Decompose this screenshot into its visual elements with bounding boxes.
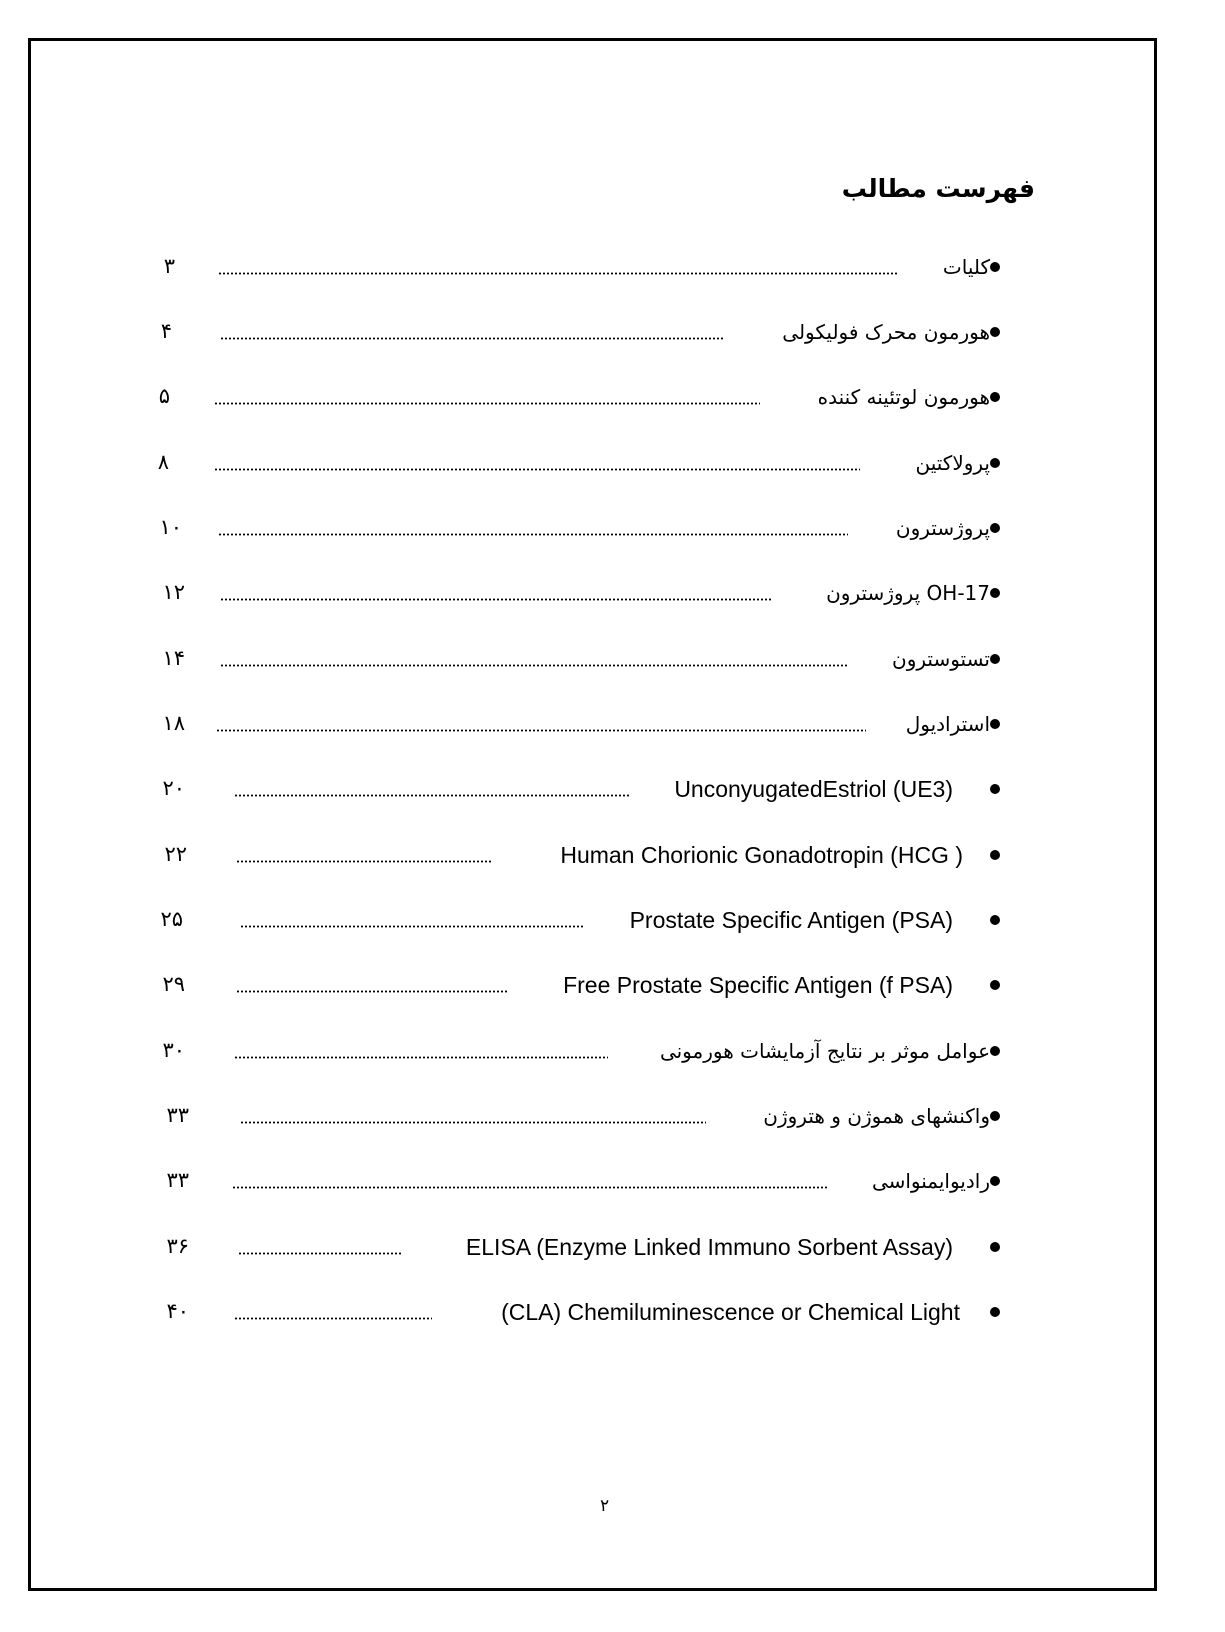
- bullet-icon: [990, 850, 1000, 860]
- toc-entry-page: ۴: [160, 319, 172, 343]
- toc-entry[interactable]: [0, 248, 1225, 288]
- toc-entry-page: ۵: [158, 384, 170, 408]
- toc-entry-label: پرولاکتین: [915, 451, 990, 475]
- toc-entry[interactable]: [0, 313, 1225, 353]
- dot-leader: [220, 664, 848, 667]
- dot-leader: [218, 272, 898, 275]
- toc-entry-page: ۲۰: [162, 776, 185, 800]
- bullet-icon: [990, 654, 1000, 664]
- toc-entry-label: 17-OH پروژسترون: [826, 581, 990, 605]
- dot-leader: [234, 1317, 432, 1320]
- toc-entry-page: ۱۲: [162, 580, 185, 604]
- toc-entry[interactable]: [0, 378, 1225, 418]
- dot-leader: [236, 860, 492, 863]
- bullet-icon: [990, 1307, 1000, 1317]
- toc-entry[interactable]: [0, 836, 1225, 876]
- dot-leader: [214, 468, 860, 471]
- toc-entry[interactable]: [0, 705, 1225, 745]
- toc-entry[interactable]: [0, 1032, 1225, 1072]
- dot-leader: [214, 402, 760, 405]
- page-number: ۲: [600, 1496, 610, 1516]
- dot-leader: [240, 1121, 706, 1124]
- dot-leader: [234, 794, 630, 797]
- bullet-icon: [990, 915, 1000, 925]
- toc-entry-label: (CLA) Chemiluminescence or Chemical Light: [501, 1299, 960, 1325]
- toc-entry[interactable]: [0, 444, 1225, 484]
- bullet-icon: [990, 327, 1000, 337]
- toc-entry-label: Free Prostate Specific Antigen (f PSA): [563, 972, 953, 998]
- bullet-icon: [990, 458, 1000, 468]
- dot-leader: [218, 533, 848, 536]
- toc-entry[interactable]: [0, 770, 1225, 810]
- toc-entry[interactable]: [0, 1293, 1225, 1333]
- toc-entry-label: واکنشهای هموژن و هتروژن: [763, 1104, 990, 1128]
- toc-entry-label: رادیوایمنواسی: [871, 1169, 990, 1193]
- bullet-icon: [990, 1176, 1000, 1186]
- bullet-icon: [990, 1111, 1000, 1121]
- toc-entry[interactable]: [0, 1228, 1225, 1268]
- dot-leader: [220, 598, 772, 601]
- bullet-icon: [990, 262, 1000, 272]
- toc-title: فهرست مطالب: [841, 174, 1035, 203]
- bullet-icon: [990, 980, 1000, 990]
- dot-leader: [238, 1252, 402, 1255]
- toc-entry[interactable]: [0, 509, 1225, 549]
- bullet-icon: [990, 392, 1000, 402]
- toc-entry-label: ELISA (Enzyme Linked Immuno Sorbent Assay): [465, 1234, 953, 1260]
- dot-leader: [236, 990, 508, 993]
- toc-entry-page: ۴۰: [166, 1299, 189, 1323]
- toc-entry-label: UnconyugatedEstriol (UE3): [674, 776, 953, 802]
- toc-entry-label: کلیات: [942, 255, 990, 279]
- toc-entry-page: ۱۴: [162, 646, 185, 670]
- bullet-icon: [990, 784, 1000, 794]
- dot-leader: [234, 1056, 608, 1059]
- toc-entry-label: عوامل موثر بر نتایج آزمایشات هورمونی: [659, 1039, 990, 1063]
- bullet-icon: [990, 1242, 1000, 1252]
- toc-entry[interactable]: [0, 901, 1225, 941]
- toc-entry-page: ۱۰: [159, 515, 182, 539]
- toc-entry-label: استرادیول: [905, 712, 990, 736]
- toc-entry-label: Prostate Specific Antigen (PSA): [629, 907, 953, 933]
- bullet-icon: [990, 1046, 1000, 1056]
- toc-entry[interactable]: [0, 640, 1225, 680]
- dot-leader: [216, 729, 866, 732]
- toc-entry[interactable]: [0, 574, 1225, 614]
- toc-entry-label: هورمون لوتئینه کننده: [817, 385, 990, 409]
- bullet-icon: [990, 523, 1000, 533]
- toc-entry-page: ۳۳: [166, 1103, 189, 1127]
- toc-entry-page: ۳۰: [162, 1038, 185, 1062]
- toc-entry-label: هورمون محرک فولیکولی: [782, 320, 990, 344]
- toc-entry-page: ۳۶: [166, 1234, 189, 1258]
- toc-entry-page: ۲۵: [160, 907, 183, 931]
- dot-leader: [240, 925, 584, 928]
- toc-entry-label: Human Chorionic Gonadotropin (HCG ): [560, 842, 963, 868]
- toc-entry-page: ۸: [157, 450, 169, 474]
- toc-entry[interactable]: [0, 1097, 1225, 1137]
- bullet-icon: [990, 588, 1000, 598]
- toc-entry-page: ۳: [163, 254, 175, 278]
- dot-leader: [220, 337, 725, 340]
- toc-entry-page: ۱۸: [162, 711, 185, 735]
- toc-entry-page: ۳۳: [166, 1168, 189, 1192]
- toc-entry[interactable]: [0, 966, 1225, 1006]
- toc-entry-label: تستوسترون: [892, 647, 990, 671]
- toc-entry-page: ۲۲: [164, 842, 187, 866]
- toc-entry-page: ۲۹: [162, 972, 185, 996]
- bullet-icon: [990, 719, 1000, 729]
- dot-leader: [232, 1186, 828, 1189]
- toc-entry[interactable]: [0, 1162, 1225, 1202]
- toc-entry-label: پروژسترون: [895, 516, 990, 540]
